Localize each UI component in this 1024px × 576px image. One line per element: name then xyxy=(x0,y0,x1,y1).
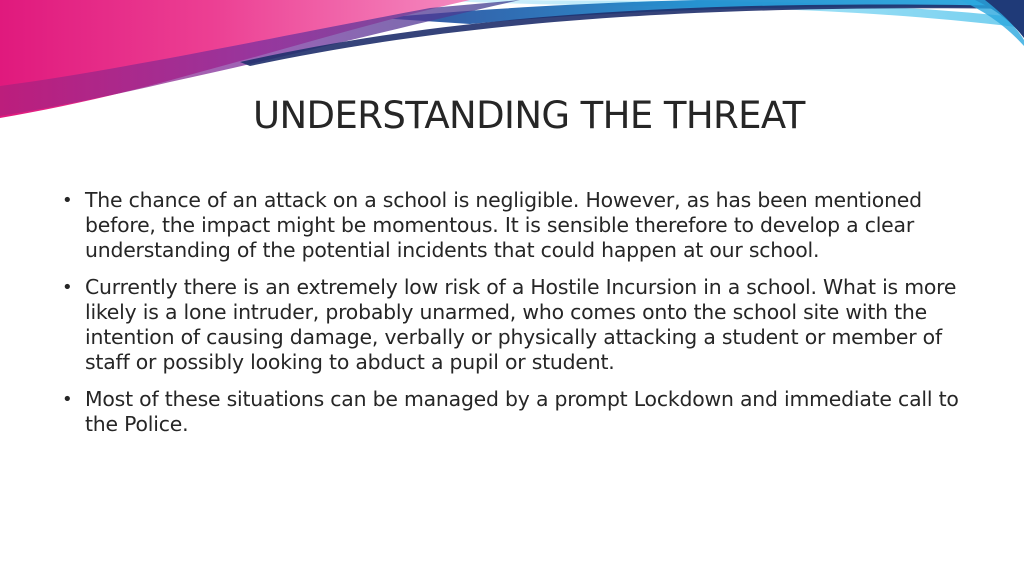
bullet-text: Most of these situations can be managed by a prompt Lockdown and immediate call to the Police. xyxy=(85,387,959,436)
bullet-text: Currently there is an extremely low risk of a Hostile Incursion in a school. What is more likely is a lone intruder, probably unarmed, who comes onto the school site with the intention of causing damage, verbally or physically attacking a student or member of staff or possibly looking to abduct a pupil or student. xyxy=(85,275,957,374)
slide-title: UNDERSTANDING THE THREAT xyxy=(253,94,805,137)
bullet-item xyxy=(62,387,962,437)
bullet-text: The chance of an attack on a school is negligible. However, as has been mentioned before, the impact might be momentous. It is sensible therefore to develop a clear understanding of the potential incidents that could happen at our school. xyxy=(85,188,922,262)
bullet-icon: • xyxy=(62,389,73,410)
bullet-icon: • xyxy=(62,277,73,298)
bullet-list xyxy=(62,188,962,449)
bullet-icon: • xyxy=(62,190,73,211)
bullet-item xyxy=(62,188,962,263)
bullet-item xyxy=(62,275,962,375)
